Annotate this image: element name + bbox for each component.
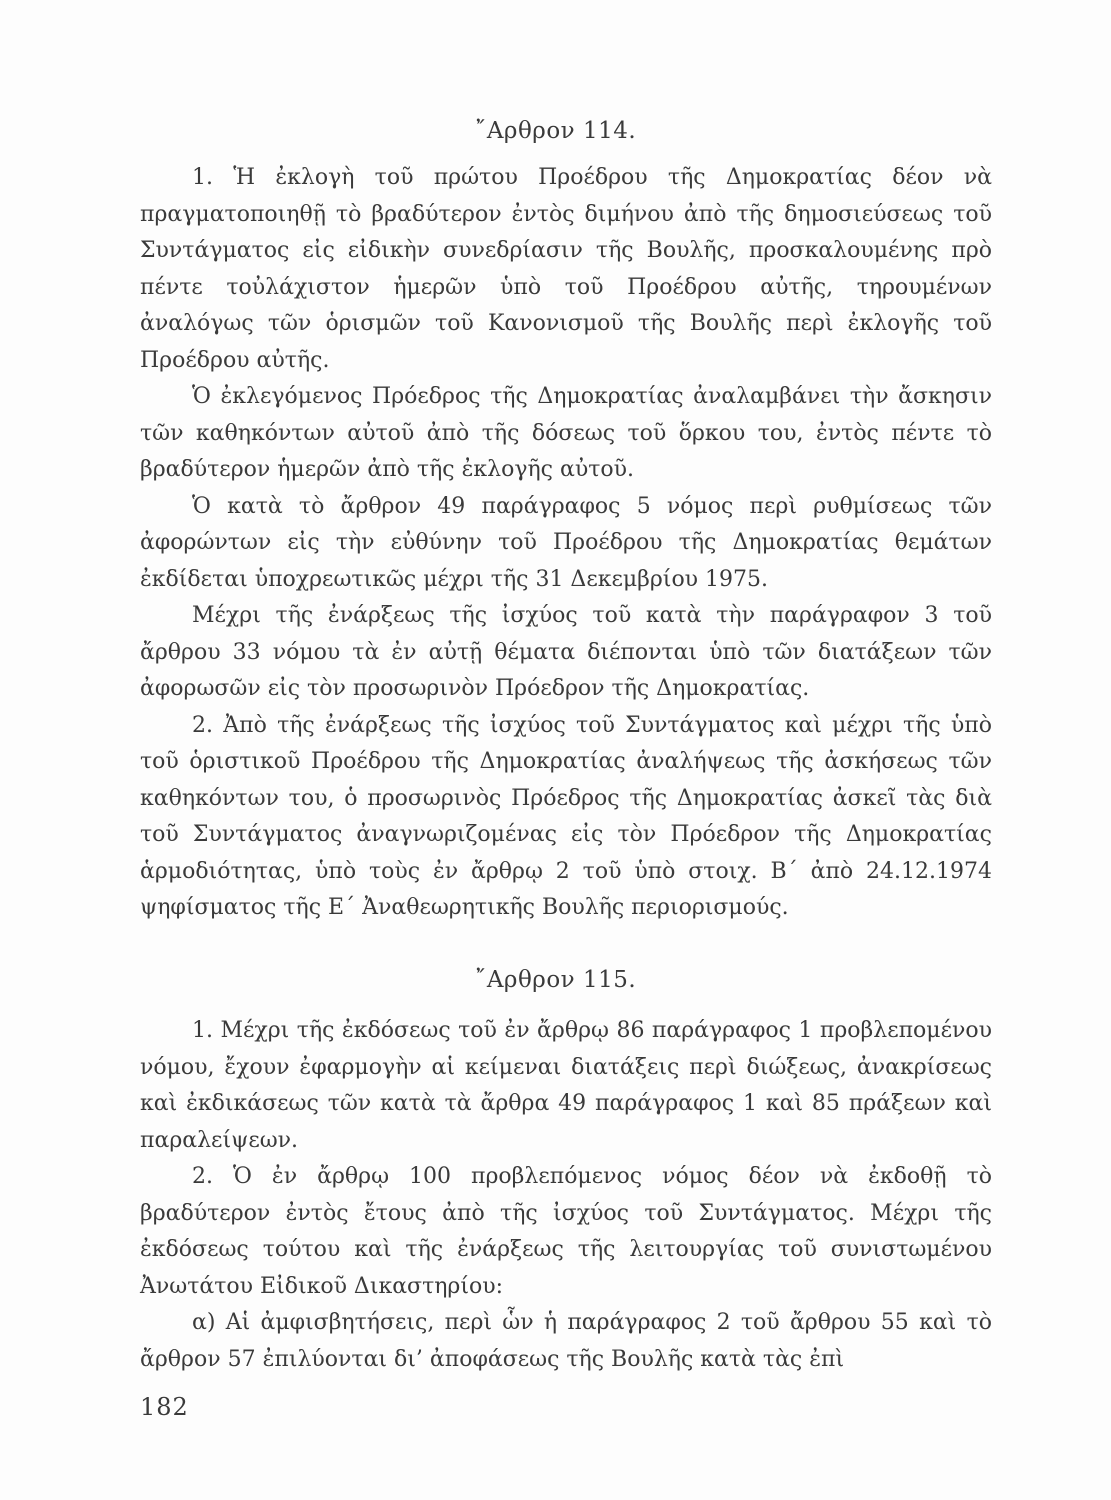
article-114-paragraph-4: Μέχρι τῆς ἐνάρξεως τῆς ἰσχύος τοῦ κατὰ τὴν παράγραφον 3 τοῦ ἄρθρου 33 νόμου τὰ ἐν αὐτῇ θέματα διέπονται ὑπὸ τῶν διατάξεων τῶν ἀφορωσῶν εἰς τὸν προσωρινὸν Πρόεδρον τῆς Δημοκρατίας. — [140, 603, 992, 701]
article-114-paragraph-3: Ὁ κατὰ τὸ ἄρθρον 49 παράγραφος 5 νόμος περὶ ρυθμίσεως τῶν ἀφορώντων εἰς τὴν εὐθύνην τοῦ Προέδρου τῆς Δημοκρατίας θεμάτων ἐκδίδεται ὑποχρεωτικῶς μέχρι τῆς 31 Δεκεμβρίου 1975. — [140, 493, 992, 592]
page-number: 182 — [140, 1393, 189, 1421]
article-114-paragraph-1: 1. Ἡ ἐκλογὴ τοῦ πρώτου Προέδρου τῆς Δημοκρατίας δέον νὰ πραγματοποιηθῇ τὸ βραδύτερον ἐντὸς διμήνου ἀπὸ τῆς δημοσιεύσεως τοῦ Συντάγματος εἰς εἰδικὴν συνεδρίασιν τῆς Βουλῆς, προσκαλουμένης πρὸ πέντε τοὐλάχιστον ἡμερῶν ὑπὸ τοῦ Προέδρου αὐτῆς, τηρουμένων ἀναλόγως τῶν ὁρισμῶν τοῦ Κανονισμοῦ τῆς Βουλῆς περὶ ἐκλογῆς τοῦ Προέδρου αὐτῆς. — [140, 165, 992, 373]
article-115-heading: ῎Αρθρον 115. — [474, 967, 637, 993]
article-115-paragraph-2: 2. Ὁ ἐν ἄρθρῳ 100 προβλεπόμενος νόμος δέον νὰ ἐκδοθῇ τὸ βραδύτερον ἐντὸς ἔτους ἀπὸ τῆς ἰσχύος τοῦ Συντάγματος. Μέχρι τῆς ἐκδόσεως τούτου καὶ τῆς ἐνάρξεως τῆς λειτουργίας τοῦ συνιστωμένου Ἀνωτάτου Εἰδικοῦ Δικαστηρίου: — [140, 1164, 992, 1299]
article-114-paragraph-2: Ὁ ἐκλεγόμενος Πρόεδρος τῆς Δημοκρατίας ἀναλαμβάνει τὴν ἄσκησιν τῶν καθηκόντων αὐτοῦ ἀπὸ τῆς δόσεως τοῦ ὅρκου του, ἐντὸς πέντε τὸ βραδύτερον ἡμερῶν ἀπὸ τῆς ἐκλογῆς αὐτοῦ. — [140, 384, 992, 482]
article-115-paragraph-1: 1. Μέχρι τῆς ἐκδόσεως τοῦ ἐν ἄρθρῳ 86 παράγραφος 1 προβλεπομένου νόμου, ἔχουν ἐφαρμογὴν αἱ κείμεναι διατάξεις περὶ διώξεως, ἀνακρίσεως καὶ ἐκδικάσεως τῶν κατὰ τὰ ἄρθρα 49 παράγραφος 1 καὶ 85 πράξεων καὶ παραλείψεων. — [140, 1018, 992, 1153]
article-115-body — [140, 1013, 992, 1378]
article-115-paragraph-3: α) Αἱ ἀμφισβητήσεις, περὶ ὧν ἡ παράγραφος 2 τοῦ ἄρθρου 55 καὶ τὸ ἄρθρον 57 ἐπιλύονται δι’ ἀποφάσεως τῆς Βουλῆς κατὰ τὰς ἐπὶ — [140, 1310, 992, 1372]
article-114-body — [140, 160, 992, 927]
article-114-paragraph-5: 2. Ἀπὸ τῆς ἐνάρξεως τῆς ἰσχύος τοῦ Συντάγματος καὶ μέχρι τῆς ὑπὸ τοῦ ὁριστικοῦ Προέδρου τῆς Δημοκρατίας ἀναλήψεως τῆς ἀσκήσεως τῶν καθηκόντων του, ὁ προσωρινὸς Πρόεδρος τῆς Δημοκρατίας ἀσκεῖ τὰς διὰ τοῦ Συντάγματος ἀναγνωριζομένας εἰς τὸν Πρόεδρον τῆς Δημοκρατίας ἁρμοδιότητας, ὑπὸ τοὺς ἐν ἄρθρῳ 2 τοῦ ὑπὸ στοιχ. Β΄ ἀπὸ 24.12.1974 ψηφίσματος τῆς Ε΄ Ἀναθεωρητικῆς Βουλῆς περιορισμούς. — [140, 712, 992, 920]
article-114-heading: ῎Αρθρον 114. — [474, 118, 637, 144]
